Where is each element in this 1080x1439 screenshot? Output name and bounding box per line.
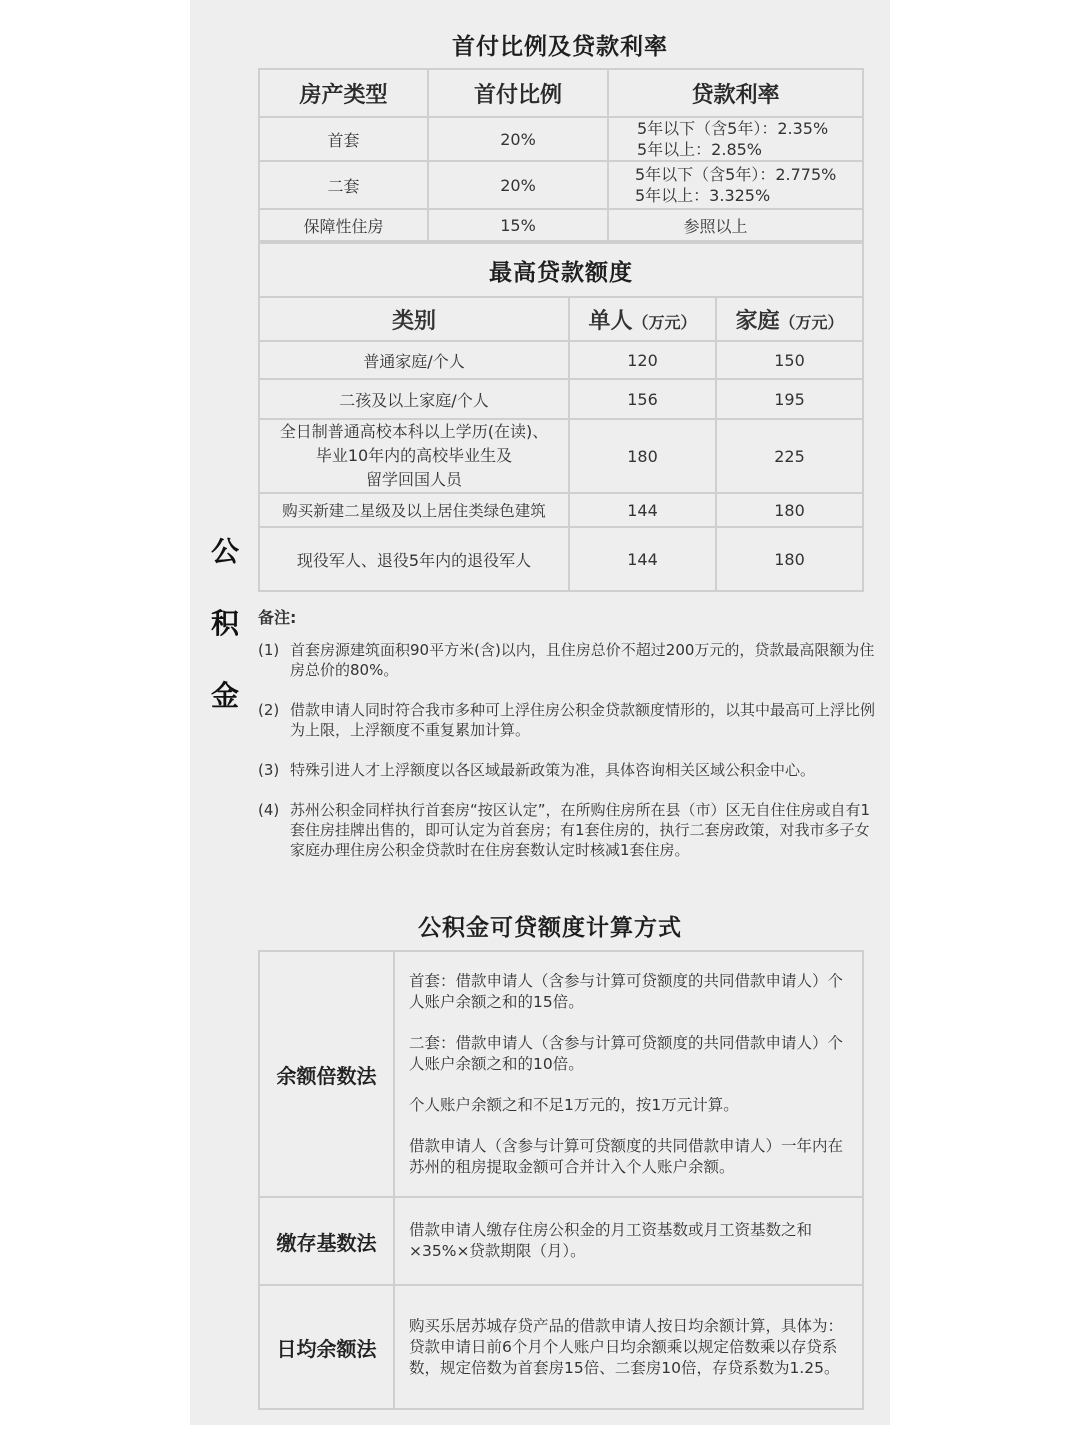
family-amount: 195	[716, 379, 863, 419]
rate-line: 5年以上：3.325%	[635, 186, 771, 205]
note-item	[258, 800, 878, 860]
down-payment: 20%	[428, 117, 608, 161]
section1-title: 首付比例及贷款利率	[452, 34, 668, 60]
table-row	[259, 209, 863, 241]
note-number: (3)	[258, 761, 280, 779]
method-description	[394, 1197, 863, 1285]
category-line: 毕业10年内的高校毕业生及	[315, 446, 513, 465]
table-row	[259, 161, 863, 209]
header-category: 类别	[259, 297, 569, 341]
note-item	[258, 700, 878, 740]
section3-title: 公积金可贷额度计算方式	[418, 915, 682, 941]
method-description	[394, 951, 863, 1197]
property-type: 保障性住房	[259, 209, 428, 241]
method-paragraph: 购买乐居苏城存贷产品的借款申请人按日均余额计算，具体为：贷款申请日前6个月个人账户日均余额乘以规定倍数乘以存贷系数，规定倍数为首套房15倍、二套房10倍，存贷系数为1.25。	[409, 1316, 844, 1377]
family-amount: 150	[716, 341, 863, 379]
category-line: 留学回国人员	[365, 470, 462, 489]
method-name: 日均余额法	[259, 1285, 394, 1409]
note-number: (1)	[258, 641, 280, 659]
header-single	[569, 297, 716, 341]
table-row	[259, 341, 863, 379]
header-family-unit: （万元）	[779, 312, 844, 332]
side-title-char: 公	[210, 535, 239, 568]
note-number: (2)	[258, 701, 280, 719]
property-type: 二套	[259, 161, 428, 209]
table-row	[259, 493, 863, 527]
table-row	[259, 1197, 863, 1285]
single-amount: 144	[569, 527, 716, 591]
loan-rate	[608, 117, 863, 161]
loan-rate	[608, 161, 863, 209]
header-family	[716, 297, 863, 341]
note-text: 苏州公积金同样执行首套房“按区认定”，在所购住房所在县（市）区无自住住房或自有1套住房挂牌出售的，即可认定为首套房；有1套住房的，执行二套房政策，对我市多子女家庭办理住房公积金贷款时在住房套数认定时核减1套住房。	[290, 801, 871, 859]
note-text: 特殊引进人才上浮额度以各区域最新政策为准，具体咨询相关区域公积金中心。	[290, 761, 816, 779]
table-row	[259, 1285, 863, 1409]
rate-line: 5年以上：2.85%	[637, 140, 763, 159]
single-amount: 180	[569, 419, 716, 493]
header-single-label: 单人	[588, 308, 633, 334]
method-paragraph: 借款申请人缴存住房公积金的月工资基数或月工资基数之和×35%×贷款期限（月）。	[409, 1221, 813, 1260]
table-row	[259, 419, 863, 493]
header-down-payment: 首付比例	[428, 69, 608, 117]
category: 二孩及以上家庭/个人	[259, 379, 569, 419]
rate-line: 5年以下（含5年）：2.35%	[637, 119, 829, 138]
calculation-table	[258, 950, 864, 1410]
header-single-unit: （万元）	[632, 312, 697, 332]
family-amount: 225	[716, 419, 863, 493]
method-paragraph: 首套：借款申请人（含参与计算可贷额度的共同借款申请人）个人账户余额之和的15倍。	[409, 971, 844, 1011]
rate-table	[258, 68, 864, 242]
rate-line: 5年以下（含5年）：2.775%	[635, 165, 837, 184]
note-text: 首套房源建筑面积90平方米(含)以内，且住房总价不超过200万元的，贷款最高限额为住房总价的80%。	[290, 641, 875, 679]
method-paragraph: 个人账户余额之和不足1万元的，按1万元计算。	[409, 1095, 739, 1114]
note-item	[258, 760, 878, 780]
method-paragraph: 借款申请人（含参与计算可贷额度的共同借款申请人）一年内在苏州的租房提取金额可合并计入个人账户余额。	[409, 1136, 844, 1176]
category	[259, 419, 569, 493]
category: 普通家庭/个人	[259, 341, 569, 379]
side-title-char: 金	[210, 679, 239, 712]
header-family-label: 家庭	[735, 308, 780, 334]
loan-limit-table	[258, 242, 864, 592]
note-item	[258, 640, 878, 680]
single-amount: 156	[569, 379, 716, 419]
header-loan-rate: 贷款利率	[608, 69, 863, 117]
table-row	[259, 527, 863, 591]
notes-label: 备注:	[258, 608, 297, 627]
family-amount: 180	[716, 527, 863, 591]
table-row	[259, 379, 863, 419]
table-row	[259, 117, 863, 161]
method-name: 缴存基数法	[259, 1197, 394, 1285]
header-property-type: 房产类型	[259, 69, 428, 117]
method-description	[394, 1285, 863, 1409]
category: 现役军人、退役5年内的退役军人	[259, 527, 569, 591]
family-amount: 180	[716, 493, 863, 527]
section2-title: 最高贷款额度	[259, 243, 863, 297]
category-line: 全日制普通高校本科以上学历(在读)、	[279, 422, 549, 441]
table-row	[259, 951, 863, 1197]
method-paragraph: 二套：借款申请人（含参与计算可贷额度的共同借款申请人）个人账户余额之和的10倍。	[409, 1033, 844, 1073]
loan-rate: 参照以上	[608, 209, 863, 241]
note-text: 借款申请人同时符合我市多种可上浮住房公积金贷款额度情形的，以其中最高可上浮比例为上限，上浮额度不重复累加计算。	[290, 701, 876, 739]
method-name: 余额倍数法	[259, 951, 394, 1197]
down-payment: 15%	[428, 209, 608, 241]
side-title-char: 积	[210, 607, 239, 640]
note-number: (4)	[258, 801, 280, 819]
single-amount: 120	[569, 341, 716, 379]
category: 购买新建二星级及以上居住类绿色建筑	[259, 493, 569, 527]
notes	[258, 608, 878, 880]
down-payment: 20%	[428, 161, 608, 209]
single-amount: 144	[569, 493, 716, 527]
property-type: 首套	[259, 117, 428, 161]
